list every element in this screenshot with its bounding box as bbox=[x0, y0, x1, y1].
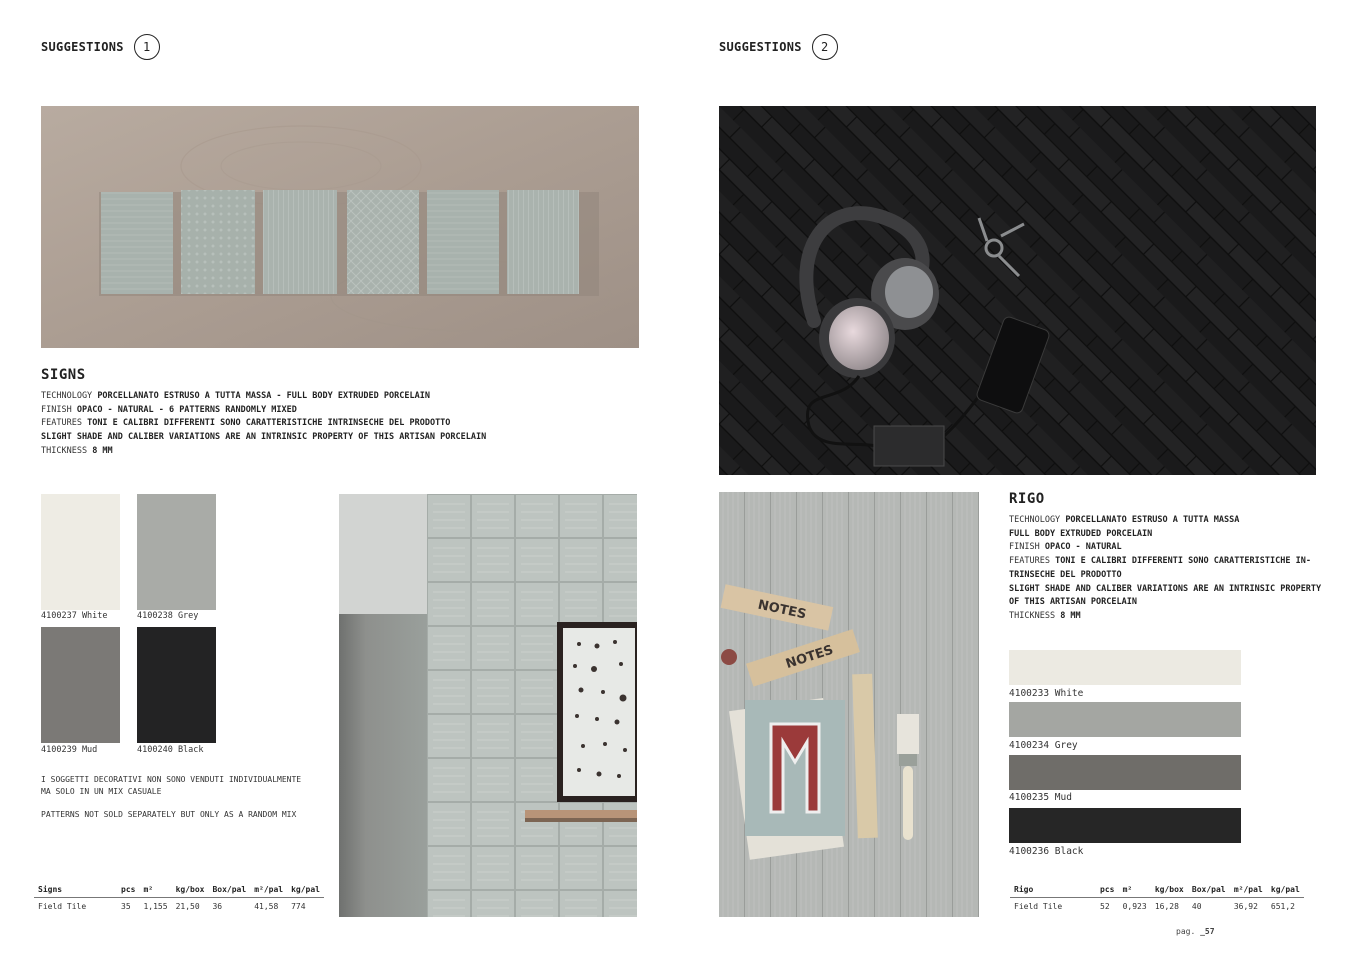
spec-line: THICKNESS 8 MM bbox=[1009, 610, 1081, 621]
band-label-grey: 4100234 Grey bbox=[1009, 740, 1078, 751]
spec-line: FINISH OPACO - NATURAL bbox=[1009, 542, 1122, 553]
swatch-label-white: 4100237 White bbox=[41, 611, 108, 621]
swatch-grey bbox=[137, 494, 216, 610]
band-black bbox=[1009, 808, 1241, 843]
spec-line: THICKNESS 8 MM bbox=[41, 445, 113, 456]
suggestion-number-badge: 1 bbox=[134, 34, 160, 60]
spec-line: FINISH OPACO - NATURAL - 6 PATTERNS RANDOMLY MIXED bbox=[41, 404, 297, 415]
band-label-mud: 4100235 Mud bbox=[1009, 792, 1072, 803]
page-number: pag. _57 bbox=[1176, 927, 1215, 936]
spec-line: SLIGHT SHADE AND CALIBER VARIATIONS ARE AN INTRINSIC PROPERTY bbox=[1009, 583, 1322, 594]
signs-tiles-on-wood-photo bbox=[41, 106, 639, 348]
spec-line: FEATURES TONI E CALIBRI DIFFERENTI SONO CARATTERISTICHE IN- bbox=[1009, 556, 1311, 567]
product-title-signs: SIGNS bbox=[41, 367, 86, 383]
spec-line: TECHNOLOGY PORCELLANATO ESTRUSO A TUTTA MASSA - FULL BODY EXTRUDED PORCELAIN bbox=[41, 391, 430, 401]
swatch-black bbox=[137, 627, 216, 743]
rigo-specs bbox=[1009, 514, 1329, 624]
swatch-mud bbox=[41, 627, 120, 743]
spec-line: OF THIS ARTISAN PORCELAIN bbox=[1009, 597, 1137, 608]
spec-line: SLIGHT SHADE AND CALIBER VARIATIONS ARE AN INTRINSIC PROPERTY OF THIS ARTISAN PORCELAIN bbox=[41, 432, 487, 443]
spec-line: FULL BODY EXTRUDED PORCELAIN bbox=[1009, 528, 1153, 539]
table-row: Field Tile 52 0,923 16,28 40 36,92 651,2 bbox=[1014, 902, 1295, 911]
suggestions-heading-1 bbox=[41, 34, 160, 60]
signs-wall-photo bbox=[339, 494, 637, 917]
suggestions-label: SUGGESTIONS bbox=[719, 40, 802, 54]
swatch-label-black: 4100240 Black bbox=[137, 745, 204, 755]
table-row: Field Tile 35 1,155 21,50 36 41,58 774 bbox=[38, 902, 306, 911]
suggestions-heading-2 bbox=[719, 34, 838, 60]
patterns-note: I SOGGETTI DECORATIVI NON SONO VENDUTI INDIVIDUALMENTE MA SOLO IN UN MIX CASUALE PATTERNS NOT SOLD SEPARATELY BUT ONLY AS A RANDOM MIX bbox=[41, 775, 302, 819]
spec-line: FEATURES TONI E CALIBRI DIFFERENTI SONO CARATTERISTICHE INTRINSECHE DEL PRODOTTO bbox=[41, 418, 451, 429]
signs-packaging-table: Signs pcs m² kg/box Box/pal m²/pal kg/pal Field Tile 35 1,155 21,50 36 41,58 774 bbox=[34, 885, 324, 911]
rigo-packaging-table: Rigo pcs m² kg/box Box/pal m²/pal kg/pal Field Tile 52 0,923 16,28 40 36,92 651,2 bbox=[1010, 885, 1304, 911]
band-label-white: 4100233 White bbox=[1009, 688, 1084, 699]
band-mud bbox=[1009, 755, 1241, 790]
notes-label-1: NOTES bbox=[756, 597, 808, 623]
rigo-grey-wall-photo bbox=[719, 492, 979, 917]
swatch-label-grey: 4100238 Grey bbox=[137, 611, 199, 621]
rigo-black-floor-photo bbox=[719, 106, 1316, 475]
notes-label-2: NOTES bbox=[784, 642, 836, 673]
band-label-black: 4100236 Black bbox=[1009, 846, 1084, 857]
swatch-label-mud: 4100239 Mud bbox=[41, 745, 98, 755]
swatch-white bbox=[41, 494, 120, 610]
band-grey bbox=[1009, 702, 1241, 737]
suggestion-number-badge: 2 bbox=[812, 34, 838, 60]
signs-specs bbox=[41, 390, 641, 459]
spec-line: TECHNOLOGY PORCELLANATO ESTRUSO A TUTTA MASSA bbox=[1009, 515, 1240, 525]
band-white bbox=[1009, 650, 1241, 685]
product-title-rigo: RIGO bbox=[1009, 491, 1045, 507]
suggestions-label: SUGGESTIONS bbox=[41, 40, 124, 54]
spec-line: TRINSECHE DEL PRODOTTO bbox=[1009, 569, 1122, 580]
